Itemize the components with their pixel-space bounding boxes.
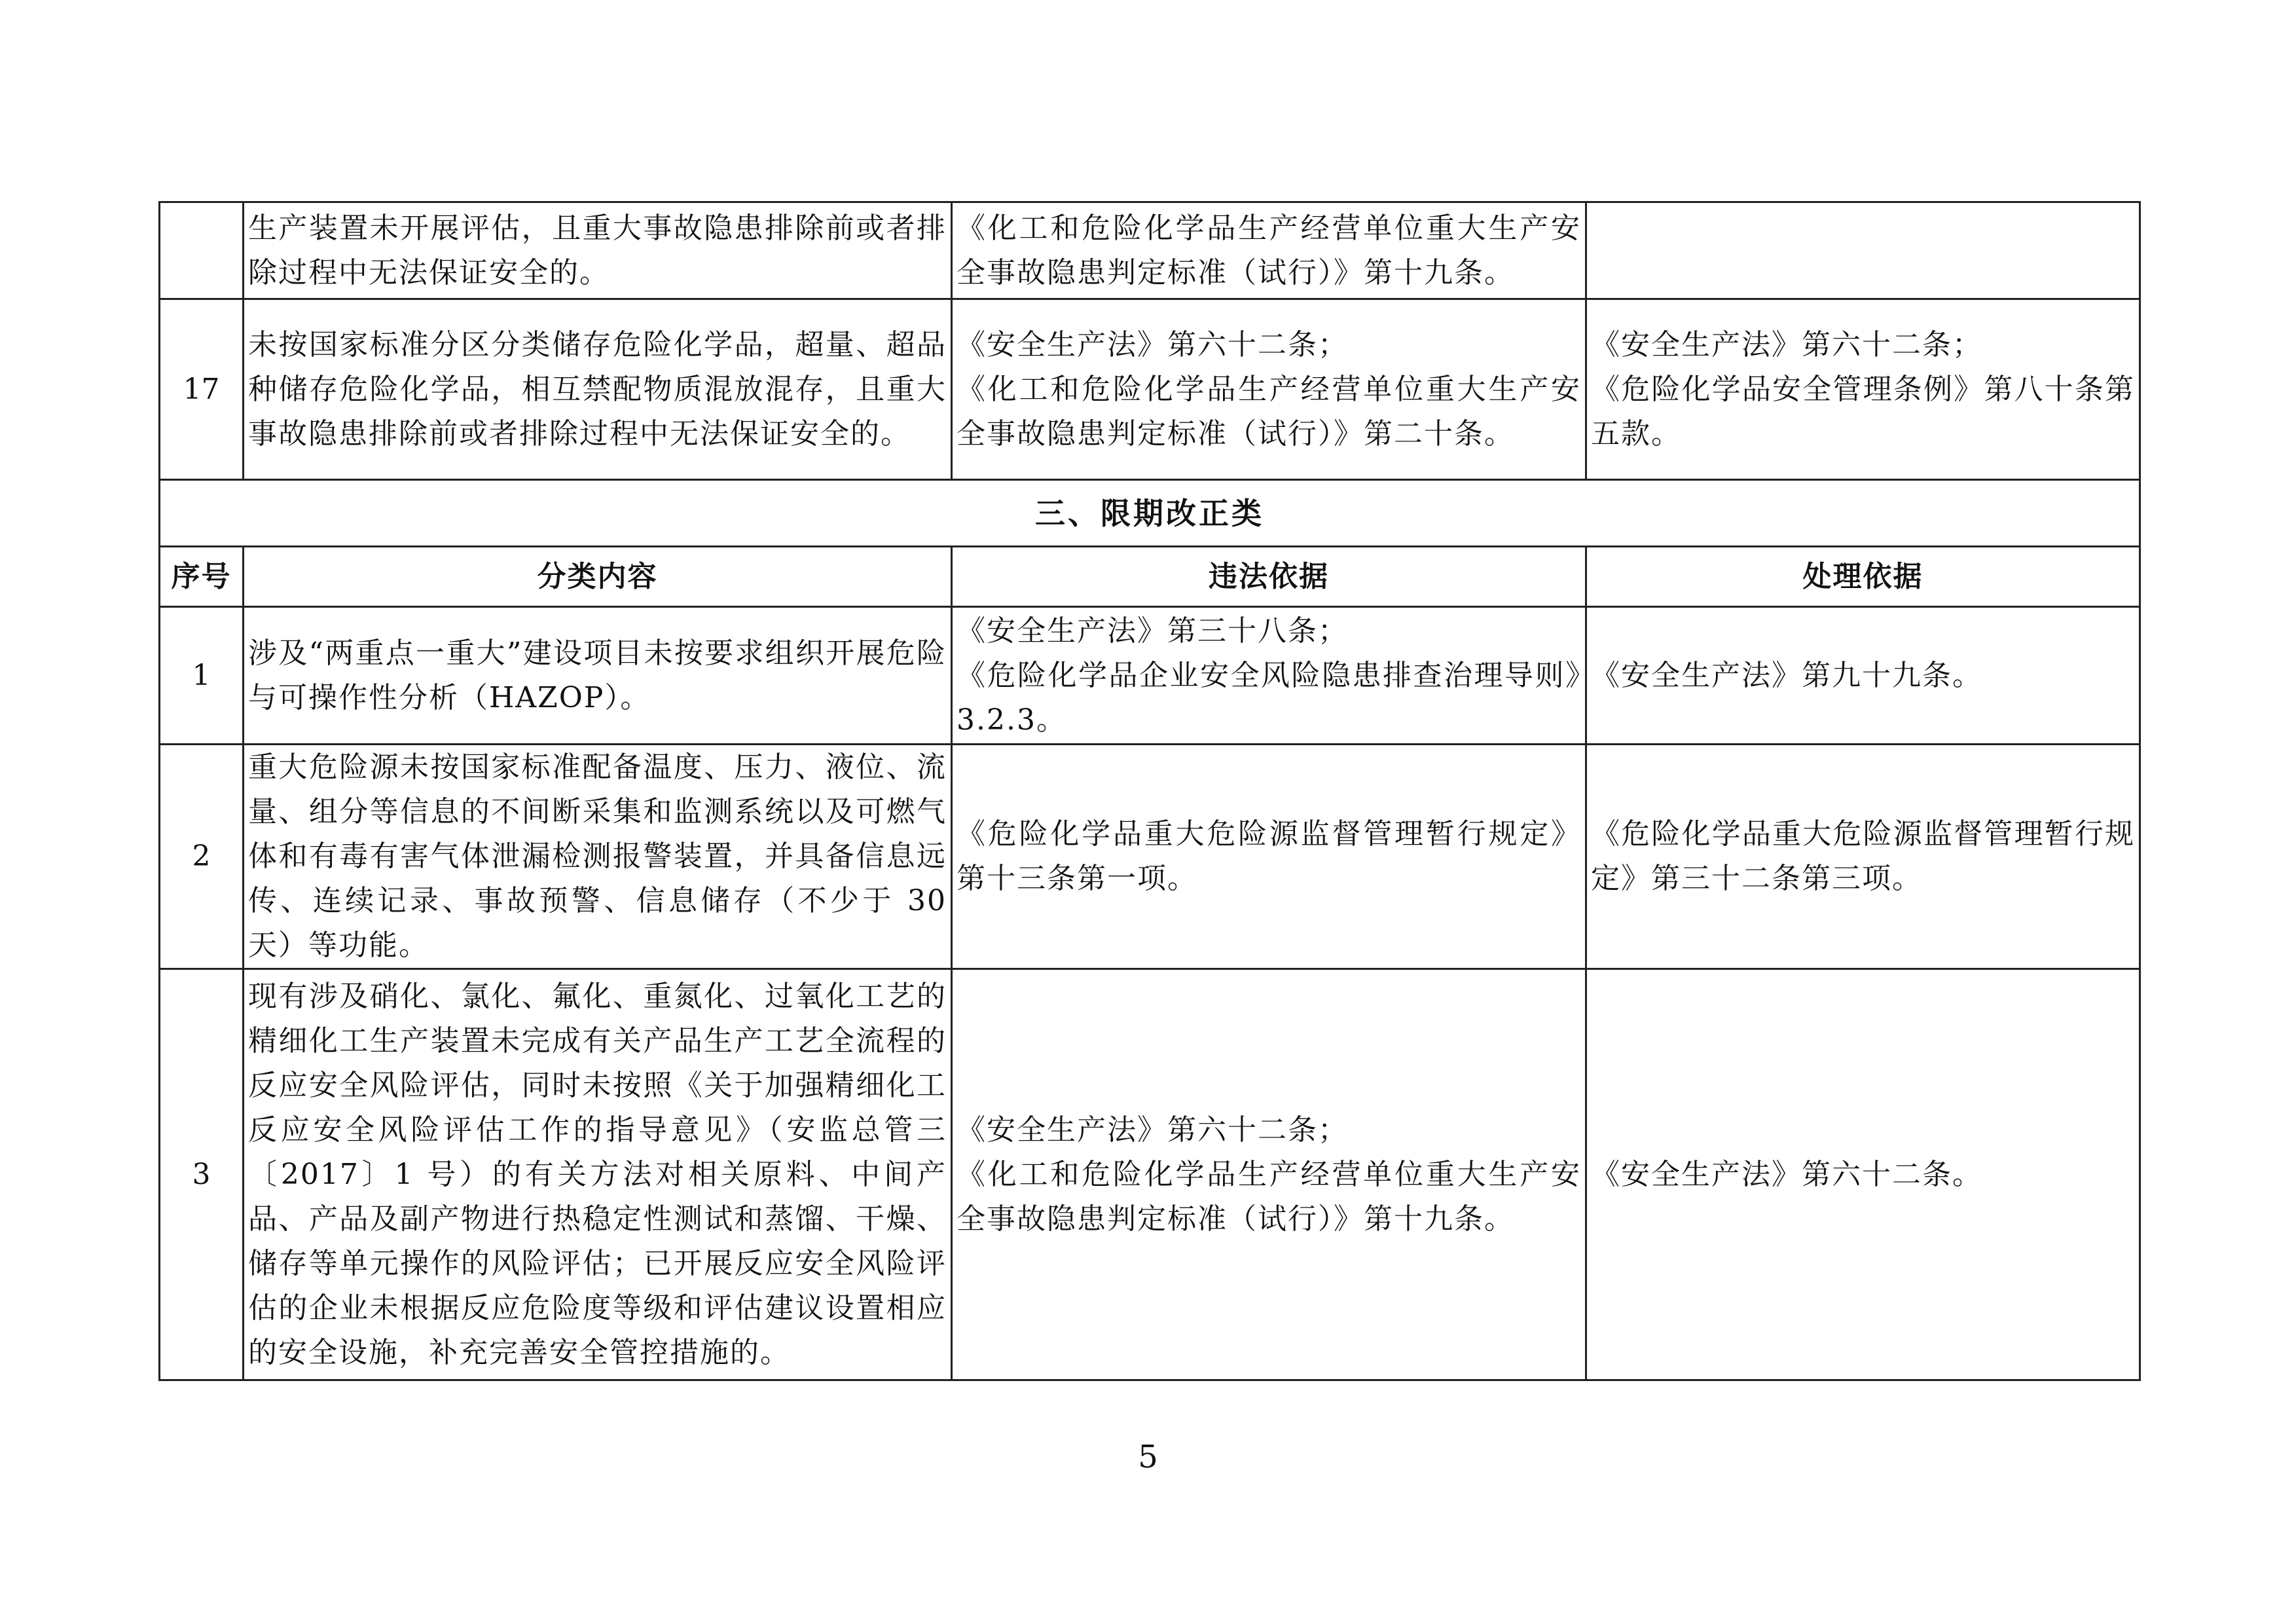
header-handling-basis: 处理依据 [1586, 547, 2140, 607]
section-title: 三、限期改正类 [160, 480, 2140, 547]
content-cell: 未按国家标准分区分类储存危险化学品，超量、超品种储存危险化学品，相互禁配物质混放混存，且重大事故隐患排除前或者排除过程中无法保证安全的。 [244, 299, 952, 480]
header-seq: 序号 [160, 547, 244, 607]
content-cell: 重大危险源未按国家标准配备温度、压力、液位、流量、组分等信息的不间断采集和监测系统以及可燃气体和有毒有害气体泄漏检测报警装置，并具备信息远传、连续记录、事故预警、信息储存（不少于 30 天）等功能。 [244, 745, 952, 969]
violation-basis-cell: 《化工和危险化学品生产经营单位重大生产安全事故隐患判定标准（试行）》第十九条。 [952, 202, 1586, 299]
header-violation-basis: 违法依据 [952, 547, 1586, 607]
content-cell: 涉及“两重点一重大”建设项目未按要求组织开展危险与可操作性分析（HAZOP）。 [244, 607, 952, 745]
violation-basis-cell: 《安全生产法》第三十八条； 《危险化学品企业安全风险隐患排查治理导则》3.2.3。 [952, 607, 1586, 745]
regulation-table [158, 201, 2141, 1381]
table-row [160, 969, 2140, 1380]
header-content: 分类内容 [244, 547, 952, 607]
handling-basis-cell: 《危险化学品重大危险源监督管理暂行规定》第三十二条第三项。 [1586, 745, 2140, 969]
violation-basis-cell: 《危险化学品重大危险源监督管理暂行规定》第十三条第一项。 [952, 745, 1586, 969]
table-row [160, 745, 2140, 969]
handling-basis-cell: 《安全生产法》第九十九条。 [1586, 607, 2140, 745]
section-row [160, 480, 2140, 547]
table-row [160, 202, 2140, 299]
seq-cell: 2 [160, 745, 244, 969]
handling-basis-cell [1586, 202, 2140, 299]
handling-basis-cell: 《安全生产法》第六十二条； 《危险化学品安全管理条例》第八十条第五款。 [1586, 299, 2140, 480]
table-row [160, 607, 2140, 745]
table-row [160, 299, 2140, 480]
header-row [160, 547, 2140, 607]
content-cell: 现有涉及硝化、氯化、氟化、重氮化、过氧化工艺的精细化工生产装置未完成有关产品生产工艺全流程的反应安全风险评估，同时未按照《关于加强精细化工反应安全风险评估工作的指导意见》（安监总管三〔2017〕1 号）的有关方法对相关原料、中间产品、产品及副产物进行热稳定性测试和蒸馏、干燥、储存等单元操作的风险评估；已开展反应安全风险评估的企业未根据反应危险度等级和评估建议设置相应的安全设施，补充完善安全管控措施的。 [244, 969, 952, 1380]
page-number: 5 [1138, 1439, 1158, 1475]
violation-basis-cell: 《安全生产法》第六十二条； 《化工和危险化学品生产经营单位重大生产安全事故隐患判定标准（试行）》第二十条。 [952, 299, 1586, 480]
seq-cell: 3 [160, 969, 244, 1380]
violation-basis-cell: 《安全生产法》第六十二条； 《化工和危险化学品生产经营单位重大生产安全事故隐患判定标准（试行）》第十九条。 [952, 969, 1586, 1380]
content-cell: 生产装置未开展评估，且重大事故隐患排除前或者排除过程中无法保证安全的。 [244, 202, 952, 299]
handling-basis-cell: 《安全生产法》第六十二条。 [1586, 969, 2140, 1380]
seq-cell: 1 [160, 607, 244, 745]
seq-cell [160, 202, 244, 299]
seq-cell: 17 [160, 299, 244, 480]
